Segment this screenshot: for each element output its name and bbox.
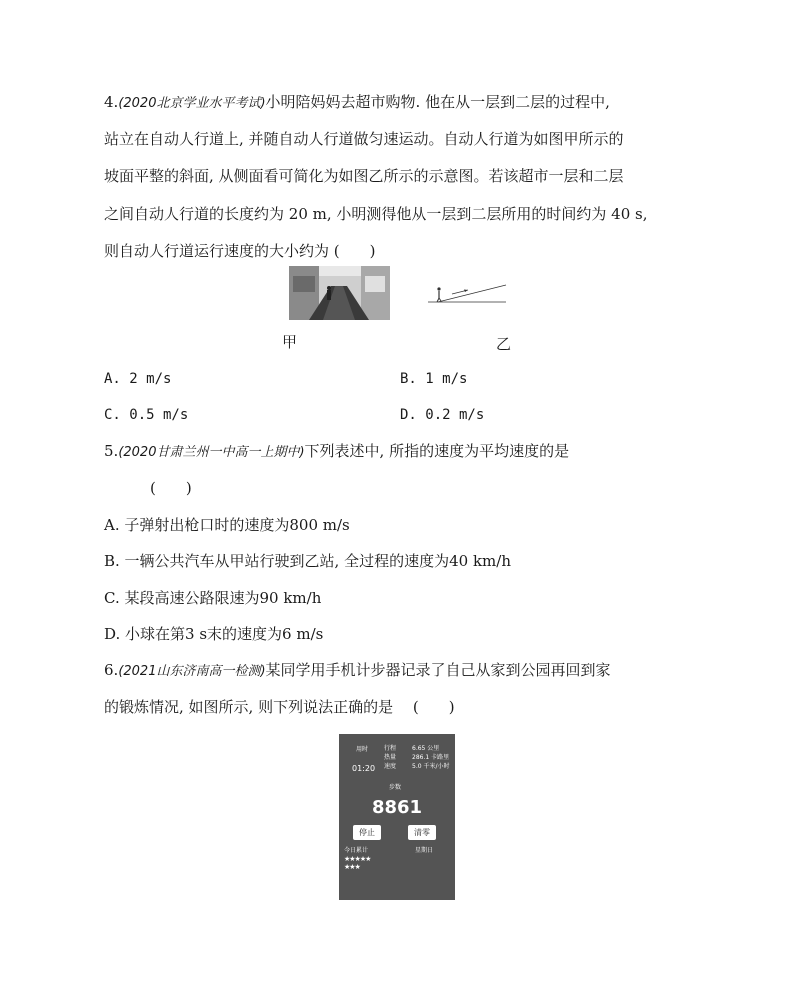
q4-line-3: 坡面平整的斜面, 从侧面看可简化为如图乙所示的示意图。若该超市一层和二层 [104, 167, 624, 185]
q4-number: 4. [104, 93, 119, 111]
pedometer-speed-value: 5.0 千米/小时 [412, 763, 450, 770]
q4-option-a[interactable]: A. 2 m/s [104, 371, 172, 387]
rating-stars-row-2: ★★★ [344, 863, 360, 871]
q5-option-a[interactable]: A. 子弹射出枪口时的速度为800 m/s [104, 516, 350, 534]
walkway-photo-drawing [289, 266, 390, 320]
pedometer-distance-value: 6.65 公里 [412, 745, 440, 752]
q5-option-b[interactable]: B. 一辆公共汽车从甲站行驶到乙站, 全过程的速度为40 km/h [104, 552, 511, 570]
figure-label-jia: 甲 [282, 333, 298, 351]
pedometer-time-label: 用时 [356, 746, 369, 753]
slope-diagram [428, 282, 508, 306]
pedometer-steps-value: 8861 [371, 797, 423, 818]
pedometer-calories-value: 286.1 卡路里 [412, 754, 450, 761]
q5-option-c[interactable]: C. 某段高速公路限速为90 km/h [104, 589, 322, 607]
q5-line-1 [104, 441, 569, 463]
q6-number: 6. [104, 661, 119, 679]
q6-line-1 [104, 660, 611, 682]
q4-line-5: 则自动人行道运行速度的大小约为 ( ) [104, 242, 376, 260]
pedometer-today-label: 今日累计 [344, 847, 369, 854]
q4-line-2: 站立在自动人行道上, 并随自动人行道做匀速运动。自动人行道为如图甲所示的 [104, 130, 624, 148]
q4-source: (2020北京学业水平考试) [118, 96, 266, 111]
walkway-photo [289, 266, 390, 320]
q5-source: (2020甘肃兰州一中高一上期中) [118, 445, 305, 460]
q4-option-d[interactable]: D. 0.2 m/s [400, 407, 485, 423]
q4-text-1: 小明陪妈妈去超市购物. 他在从一层到二层的过程中, [265, 93, 610, 111]
pedometer-calories-label: 热量 [384, 754, 397, 761]
stop-button[interactable]: 停止 [353, 825, 381, 840]
pedometer-steps-label: 步数 [389, 784, 402, 791]
q5-option-d[interactable]: D. 小球在第3 s末的速度为6 m/s [104, 625, 324, 643]
reset-button[interactable]: 清零 [408, 825, 436, 840]
q4-line-1 [104, 92, 610, 114]
pedometer-day-label: 星期日 [415, 847, 434, 854]
q5-number: 5. [104, 442, 119, 460]
pedometer-distance-label: 行程 [384, 745, 397, 752]
pedometer-screenshot [339, 734, 455, 900]
q5-text: 下列表述中, 所指的速度为平均速度的是 [304, 442, 570, 460]
rating-stars-row-1: ★★★★★ [344, 855, 371, 863]
pedometer-speed-label: 速度 [384, 763, 397, 770]
q6-line-2: 的锻炼情况, 如图所示, 则下列说法正确的是 ( ) [104, 698, 455, 716]
figure-label-yi: 乙 [496, 335, 512, 353]
q6-source: (2021山东济南高一检测) [118, 664, 266, 679]
q4-line-4: 之间自动人行道的长度约为 20 m, 小明测得他从一层到二层所用的时间约为 40 s, [104, 205, 648, 223]
q4-option-b[interactable]: B. 1 m/s [400, 371, 468, 387]
pedometer-time-value: 01:20 [352, 764, 376, 773]
q6-text-1: 某同学用手机计步器记录了自己从家到公园再回到家 [265, 661, 611, 679]
q5-blank: ( ) [150, 479, 192, 497]
q4-option-c[interactable]: C. 0.5 m/s [104, 407, 189, 423]
